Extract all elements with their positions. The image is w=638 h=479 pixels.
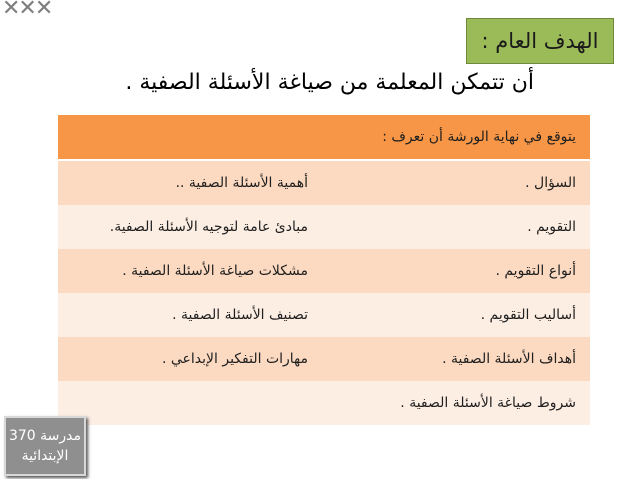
table-cell-left: تصنيف الأسئلة الصفية . [58,293,323,337]
goal-title: الهدف العام : [481,29,599,53]
table-cell-left: مشكلات صياغة الأسئلة الصفية . [58,249,323,293]
table-header: يتوقع في نهاية الورشة أن تعرف : [58,115,591,160]
table-cell-left [58,381,323,425]
school-name: مدرسة 370 [8,428,82,444]
objectives-table [57,115,590,425]
table-row [58,381,591,425]
goal-text: أن تتمكن المعلمة من صياغة الأسئلة الصفية . [125,70,534,95]
table-cell-left: أهمية الأسئلة الصفية .. [58,160,323,205]
school-level: الإبتدائية [21,448,69,464]
table-cell-left: مهارات التفكير الإبداعي . [58,337,323,381]
table-cell-right: أنواع التقويم . [322,249,590,293]
table-row [58,160,591,205]
table-cell-right: أهداف الأسئلة الصفية . [322,337,590,381]
table-row [58,293,591,337]
table-row [58,337,591,381]
corner-decoration: ✕✕✕ [2,0,52,21]
table-row [58,205,591,249]
table-cell-right: التقويم . [322,205,590,249]
school-badge [4,416,86,476]
table-cell-right: شروط صياغة الأسئلة الصفية . [322,381,590,425]
table-cell-right: السؤال . [322,160,590,205]
table-cell-right: أساليب التقويم . [322,293,590,337]
goal-title-box [466,18,614,64]
table-cell-left: مبادئ عامة لتوجيه الأسئلة الصفية. [58,205,323,249]
table-row [58,249,591,293]
